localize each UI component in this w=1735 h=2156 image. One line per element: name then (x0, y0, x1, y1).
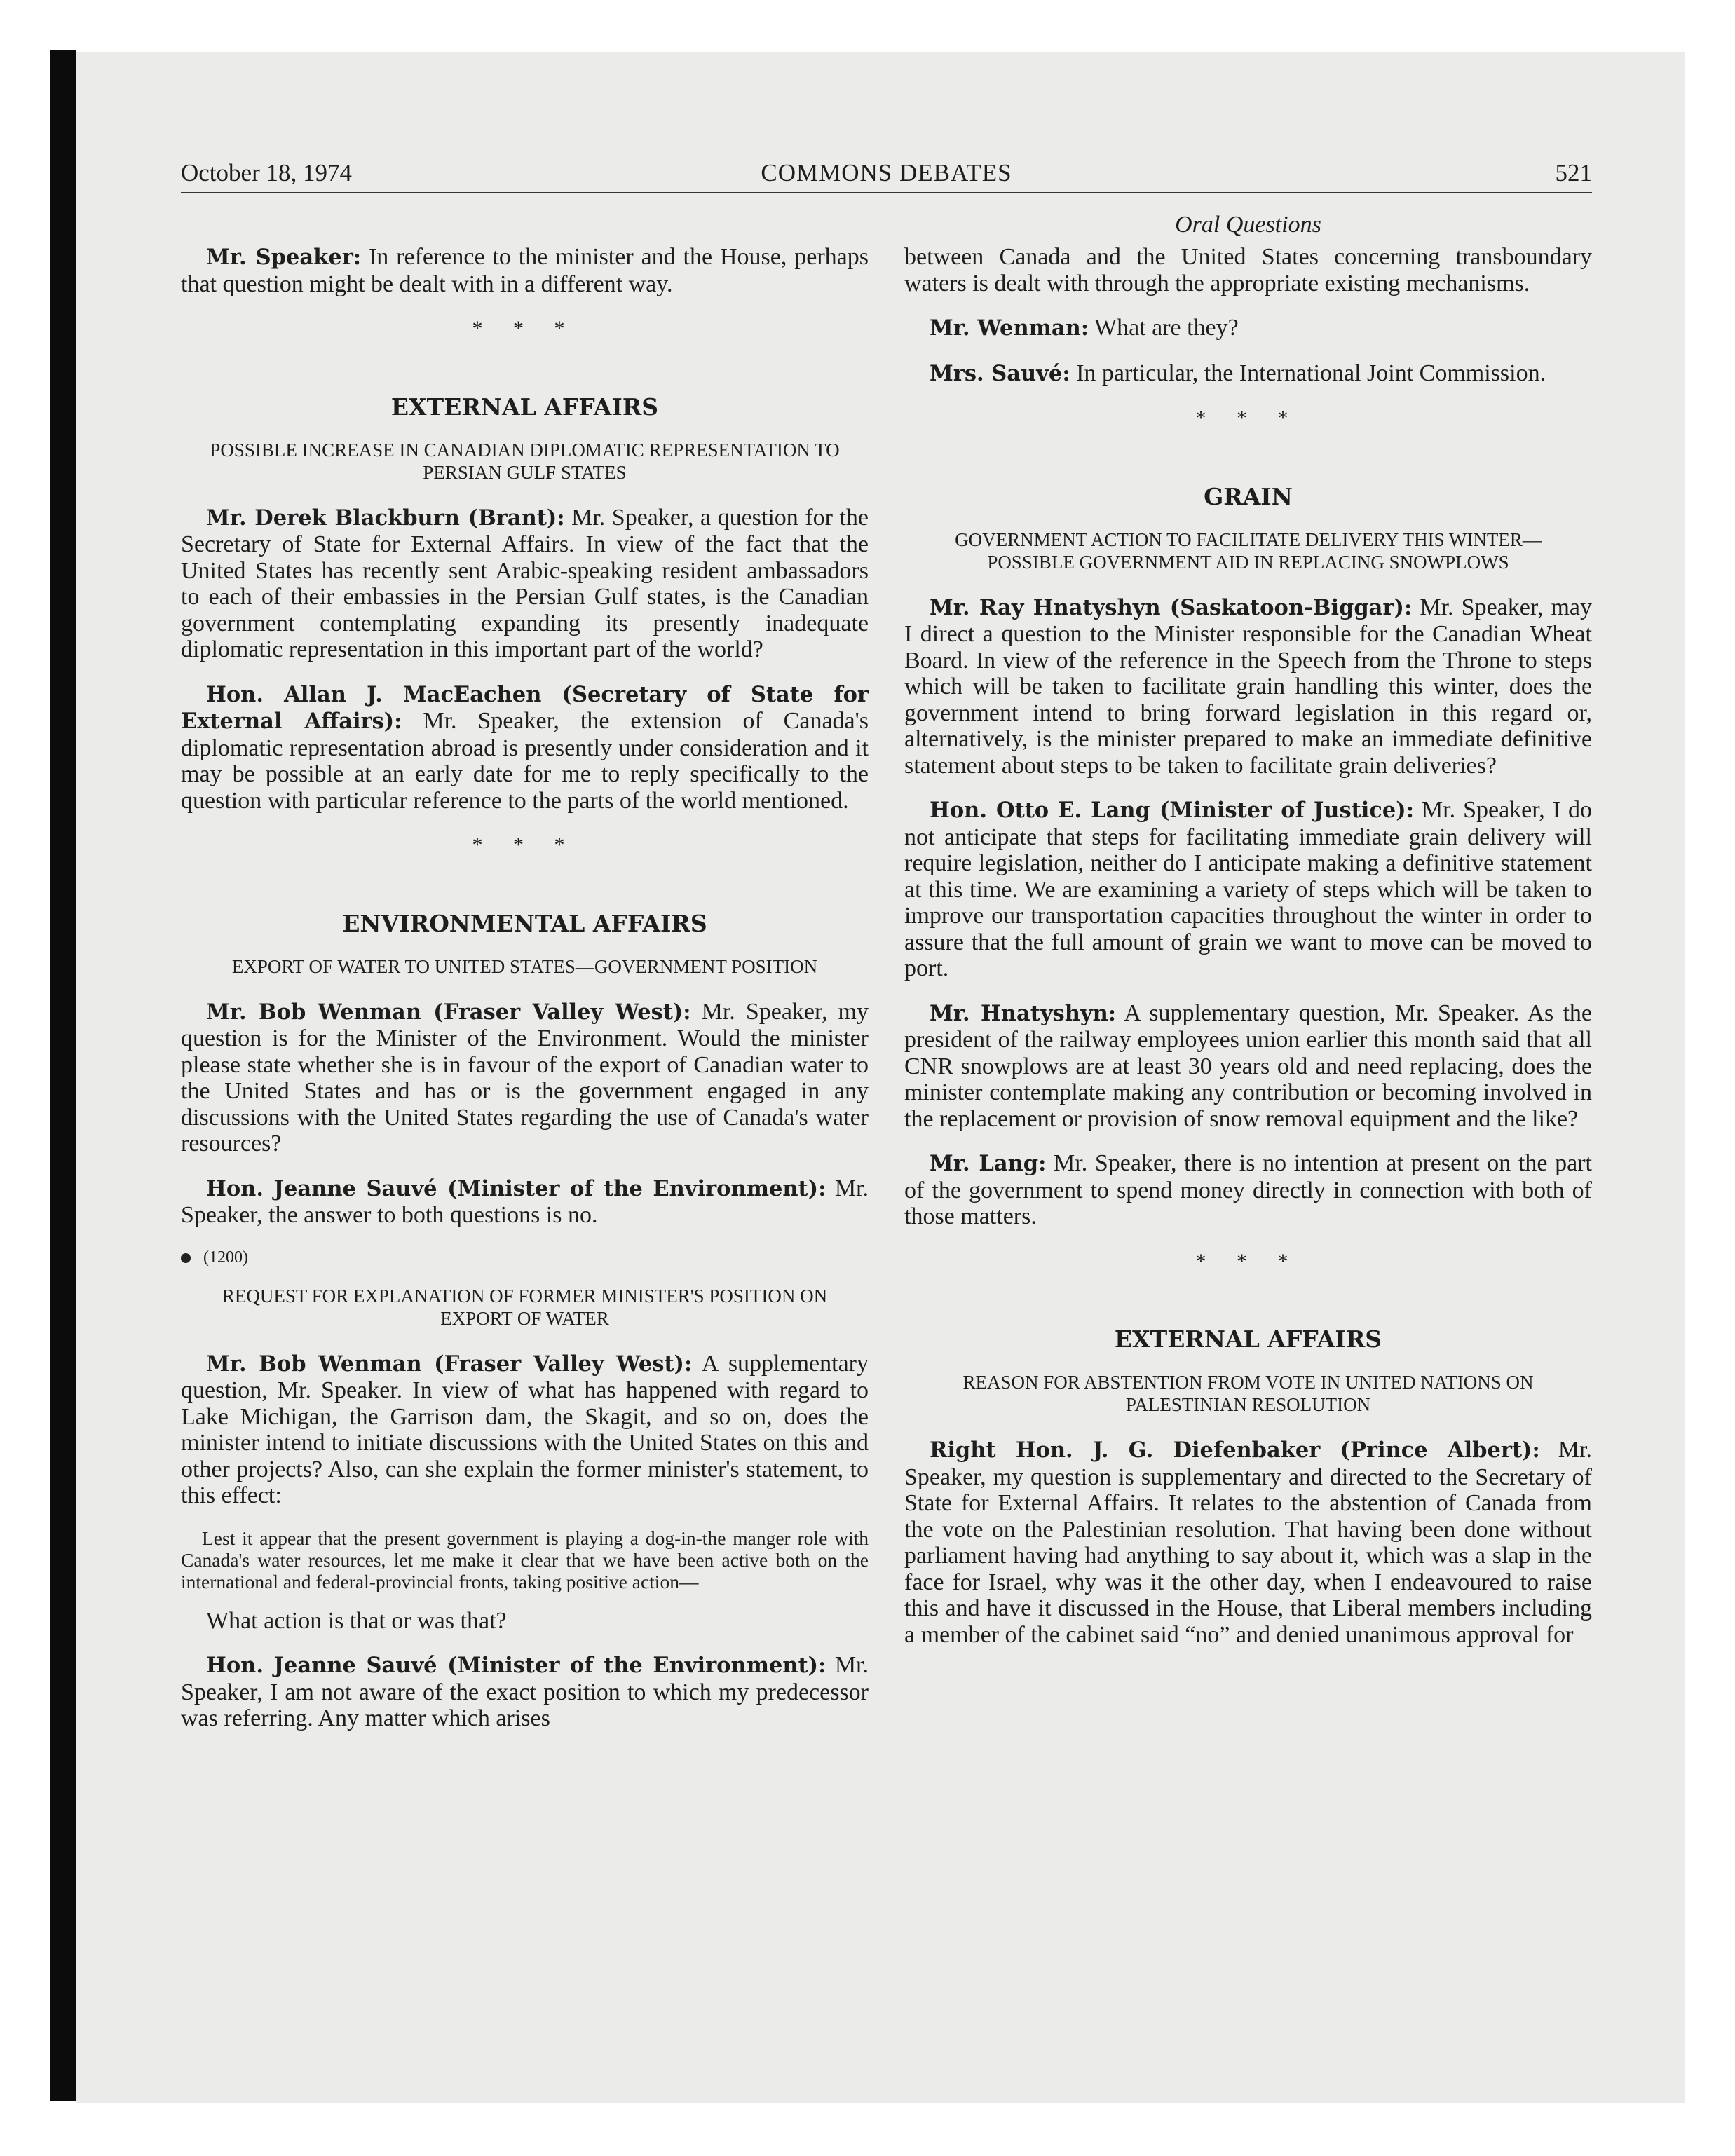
subheading: REASON FOR ABSTENTION FROM VOTE IN UNITED NATIONS ON PALESTINIAN RESOLUTION (962, 1372, 1534, 1415)
header-title: COMMONS DEBATES (761, 159, 1012, 186)
subheading: POSSIBLE INCREASE IN CANADIAN DIPLOMATIC REPRESENTATION TO PERSIAN GULF STATES (210, 439, 840, 483)
speech-text: What are they? (1089, 315, 1239, 341)
speech-text: A supplementary question, Mr. Speaker. As the president of the railway employees union earlier this month said that all CNR snowplows are at least 30 years old and need replacing, does the minister contemplate making any contribution or becoming involved in the replacement or provision of snow removal equipment and the like? (904, 999, 1592, 1132)
left-column (181, 244, 869, 1750)
speaker-name: Mr. Bob Wenman (Fraser Valley West): (206, 1351, 693, 1377)
subheading: REQUEST FOR EXPLANATION OF FORMER MINISTER'S POSITION ON EXPORT OF WATER (222, 1285, 828, 1329)
paragraph (904, 594, 1592, 779)
time-marker-text: (1200) (203, 1248, 248, 1267)
paragraph (904, 315, 1592, 342)
running-head: Oral Questions (1175, 212, 1321, 238)
time-marker (181, 1247, 869, 1268)
paragraph (904, 1000, 1592, 1133)
speech-text: Mr. Speaker, the extension of Canada's diplomatic representation abroad is presently under consideration and it may be possible at an early date for me to reply specifically to the question with particular reference to the parts of the world mentioned. (181, 708, 869, 814)
paragraph (904, 360, 1592, 388)
subheading: GOVERNMENT ACTION TO FACILITATE DELIVERY THIS WINTER—POSSIBLE GOVERNMENT AID IN REPLACING SNOWPLOWS (955, 528, 1542, 573)
page-number: 521 (1555, 159, 1592, 186)
page-header (181, 157, 1592, 193)
paragraph (181, 244, 869, 297)
paragraph (181, 1652, 869, 1732)
speaker-name: Mrs. Sauvé: (930, 360, 1070, 386)
paragraph: What action is that or was that? (206, 1607, 507, 1634)
header-date: October 18, 1974 (181, 159, 352, 186)
speaker-name: Hon. Jeanne Sauvé (Minister of the Environment): (206, 1653, 826, 1678)
paragraph: between Canada and the United States concerning transboundary waters is dealt with through the appropriate existing mechanisms. (904, 244, 1592, 296)
speaker-name: Hon. Allan J. MacEachen (Secretary of State for External Affairs): (181, 681, 869, 734)
speaker-name: Mr. Speaker: (206, 245, 362, 270)
section-separator: * * * (1195, 407, 1301, 430)
speaker-name: Mr. Ray Hnatyshyn (Saskatoon-Biggar): (930, 594, 1413, 620)
paragraph (181, 505, 869, 663)
section-separator: * * * (472, 317, 578, 340)
speaker-name: Hon. Jeanne Sauvé (Minister of the Environment): (206, 1175, 826, 1201)
speech-text: In particular, the International Joint Commission. (1070, 360, 1546, 386)
speaker-name: Mr. Derek Blackburn (Brant): (206, 505, 565, 531)
paragraph (904, 1437, 1592, 1648)
section-heading: EXTERNAL AFFAIRS (390, 393, 659, 421)
speaker-name: Hon. Otto E. Lang (Minister of Justice): (930, 798, 1414, 823)
speech-text: Mr. Speaker, there is no intention at present on the part of the government to spend money directly in connection with both of those matters. (904, 1150, 1592, 1229)
speaker-name: Mr. Bob Wenman (Fraser Valley West): (206, 999, 691, 1025)
right-column (904, 244, 1592, 1666)
speech-text: A supplementary question, Mr. Speaker. In view of what has happened with regard to Lake Michigan, the Garrison dam, the Skagit, and so on, does the minister intend to initiate discussions with the United States on this and other projects? Also, can she explain the former minister's statement, to this effect: (181, 1350, 869, 1508)
speech-text: Mr. Speaker, a question for the Secretary of State for External Affairs. In view of the fact that the United States has recently sent Arabic-speaking resident ambassadors to each of their embassies in the Persian Gulf states, is the Canadian government contemplating expanding its presently inadequate diplomatic representation in this important part of the world? (181, 504, 869, 662)
speech-text: Mr. Speaker, my question is for the Minister of the Environment. Would the minister please state whether she is in favour of the export of Canadian water to the United States and has or is the government engaged in any discussions with the United States regarding the use of Canada's water resources? (181, 998, 869, 1157)
paragraph (181, 999, 869, 1157)
section-separator: * * * (472, 833, 578, 857)
speaker-name: Mr. Hnatyshyn: (930, 1000, 1117, 1026)
paragraph (181, 1351, 869, 1509)
bullet-icon (181, 1253, 191, 1263)
paragraph (904, 1150, 1592, 1230)
speech-text: Mr. Speaker, the answer to both questions is no. (181, 1175, 869, 1228)
block-quote: Lest it appear that the present government is playing a dog-in-the manger role with Canada's water resources, let me make it clear that we have been active both on the international and federal-provincial fronts, taking positive action— (181, 1527, 869, 1592)
speaker-name: Right Hon. J. G. Diefenbaker (Prince Albert): (930, 1438, 1540, 1463)
speech-text: Mr. Speaker, may I direct a question to the Minister responsible for the Canadian Wheat Board. In view of the reference in the Speech from the Throne to steps which will be taken to facilitate grain handling this winter, does the government intend to bring forward legislation in this regard or, alternatively, is the minister prepared to make an immediate definitive statement about steps to be taken to facilitate grain deliveries? (904, 594, 1593, 779)
speech-text: In reference to the minister and the House, perhaps that question might be dealt with in a different way. (181, 244, 869, 297)
speech-text: Mr. Speaker, I am not aware of the exact position to which my predecessor was referring. Any matter which arises (181, 1652, 869, 1731)
section-separator: * * * (1195, 1249, 1301, 1273)
scan-edge-bar (50, 50, 76, 2101)
section-heading: GRAIN (1204, 482, 1293, 510)
paragraph (181, 681, 869, 814)
paragraph (181, 1175, 869, 1229)
speaker-name: Mr. Wenman: (930, 315, 1089, 341)
speech-text: Mr. Speaker, I do not anticipate that steps for facilitating immediate grain delivery will require legislation, neither do I anticipate making a definitive statement at this time. We are examining a variety of steps which will be taken to improve our transportation capacities throughout the winter in order to assure that the full amount of grain we want to move can be moved to port. (904, 797, 1592, 981)
section-heading: EXTERNAL AFFAIRS (1114, 1325, 1382, 1353)
speaker-name: Mr. Lang: (930, 1151, 1047, 1176)
paragraph (904, 797, 1592, 982)
subheading: EXPORT OF WATER TO UNITED STATES—GOVERNMENT POSITION (231, 955, 818, 977)
speech-text: Mr. Speaker, my question is supplementary and directed to the Secretary of State for External Affairs. It relates to the abstention of Canada from the vote on the Palestinian resolution. That having been done without parliament having had anything to say about it, which was a slap in the face for Israel, why was it the other day, when I endeavoured to raise this and have it discussed in the House, that Liberal members including a member of the cabinet said “no” and denied unanimous approval for (904, 1437, 1592, 1648)
section-heading: ENVIRONMENTAL AFFAIRS (342, 909, 707, 937)
